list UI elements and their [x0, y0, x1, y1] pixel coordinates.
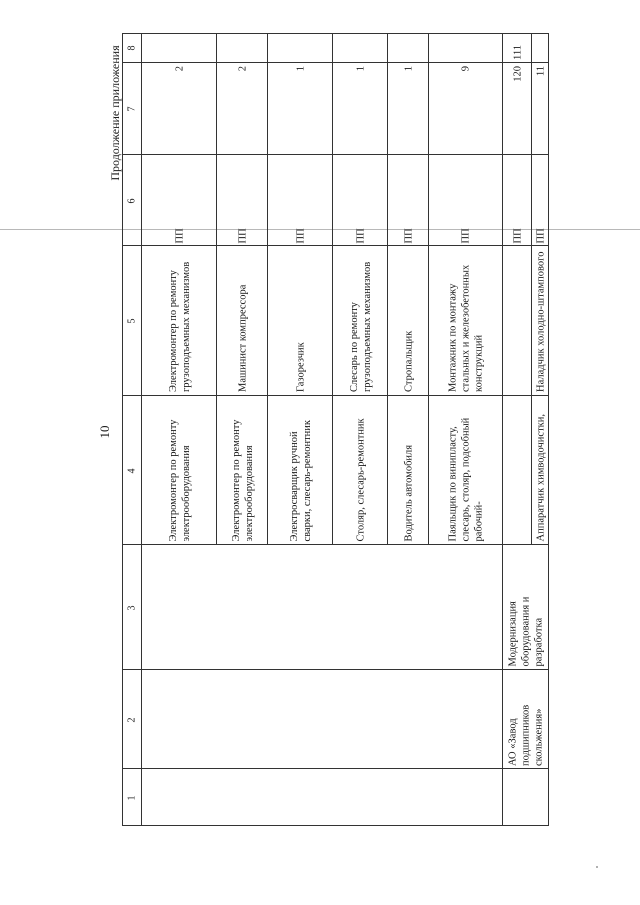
column-number-7: 7 [126, 106, 137, 112]
row2-col4: Электромонтер по ремонту электрооборудования [230, 419, 255, 541]
row8-col4: Аппаратчик химводочистки, [535, 413, 546, 541]
row3-col6: ПП [295, 227, 306, 243]
row3-col8 [268, 33, 333, 63]
row7-col4 [503, 396, 532, 545]
column-number-6: 6 [126, 198, 137, 203]
column-number-5: 5 [126, 318, 137, 324]
column-number-8: 8 [126, 45, 137, 51]
row3-col7: 1 [295, 66, 306, 72]
row1-col6: ПП [174, 227, 185, 243]
row5-col8 [388, 33, 429, 63]
row5-col5: Стропальщик [403, 330, 414, 392]
row7-col6: ПП [512, 227, 523, 243]
row5-col4: Водитель автомобиля [403, 444, 414, 541]
header-note [105, 0, 121, 905]
row1-col7: 2 [174, 66, 185, 72]
row4-col4: Столяр, слесарь-ремонтник [355, 417, 366, 541]
row6-col6: ПП [460, 227, 472, 243]
row7-col5 [503, 246, 532, 396]
row6-col5: Монтажник по монтажу стальных и железобетонных конструкций [447, 264, 485, 392]
row1-col4: Электромонтер по ремонту электрооборудования [167, 419, 192, 541]
row8-col5: Наладчик холодно-штампового [535, 251, 546, 392]
row4-col5: Слесарь по ремонту грузоподъемных механизмов [348, 261, 373, 392]
row3-col5: Газорезчик [295, 342, 306, 392]
row6-col8 [429, 33, 503, 63]
row2-col8 [217, 33, 268, 63]
column-number-2: 2 [126, 717, 137, 722]
row3-col4: Электросварщик ручной сварки, слесарь-ремонтник [288, 419, 313, 541]
column-number-4: 4 [126, 468, 137, 473]
column-number-3: 3 [126, 605, 137, 610]
row8-col7: 11 [535, 66, 546, 77]
header-note-text: Продолжение приложения [108, 45, 122, 181]
row6-col4: Паяльщик по винипласту, слесарь, столяр, подсобный рабочий- [447, 417, 485, 541]
appendix-table [122, 33, 549, 826]
organization-cell: АО «Завод подшипников скольжения» [507, 704, 545, 766]
row4-col6: ПП [355, 227, 366, 243]
row4-col7: 1 [355, 66, 366, 72]
row1-col8 [142, 33, 217, 63]
row5-col6: ПП [403, 227, 414, 243]
row8-col8 [532, 33, 549, 63]
row1-col5: Электромонтер по ремонту грузоподъемных механизмов [167, 261, 192, 392]
row8-col6: ПП [535, 227, 546, 243]
row6-col7: 9 [460, 66, 472, 72]
scan-artifact-dot [596, 866, 598, 868]
row5-col7: 1 [403, 66, 414, 72]
row7-col8: 111 [512, 45, 523, 60]
row2-col6: ПП [237, 227, 248, 243]
row2-col7: 2 [237, 66, 248, 72]
project-cell: Модернизация оборудования и разработка [507, 596, 545, 666]
row7-col7: 120 [512, 66, 523, 82]
row2-col5: Машинист компрессора [237, 284, 248, 392]
column-number-1: 1 [126, 795, 137, 800]
page-number: 10 [97, 425, 112, 439]
row4-col8 [333, 33, 388, 63]
